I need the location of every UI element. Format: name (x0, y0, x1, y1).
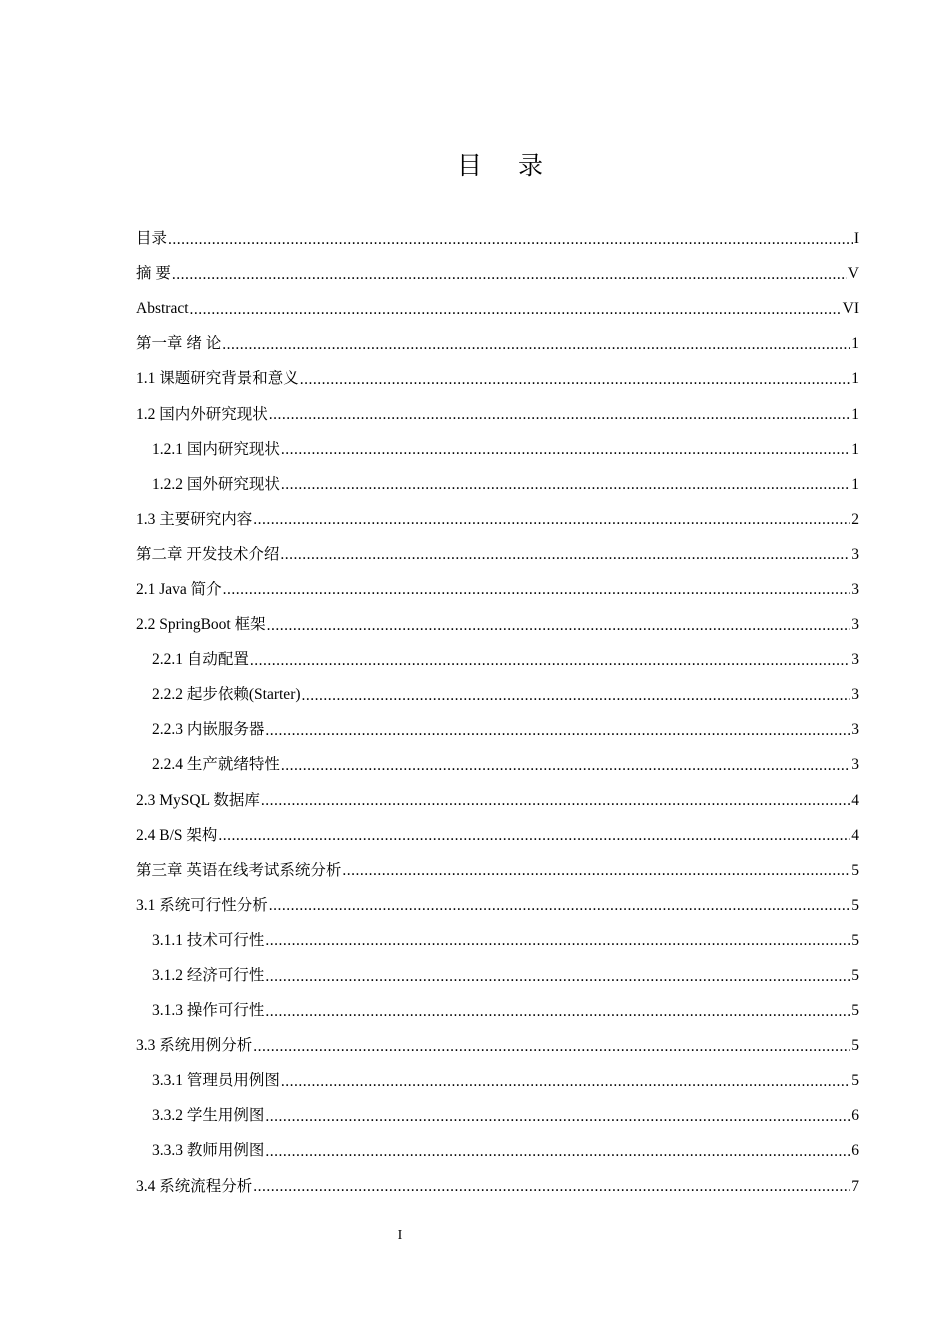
toc-entry-label: 目录 (136, 230, 168, 248)
toc-leader-dots (267, 607, 851, 642)
toc-leader-dots (269, 888, 850, 923)
toc-entry-label: 2.2.2 起步依赖(Starter) (152, 686, 301, 704)
toc-entry-page: I (853, 230, 859, 248)
toc-leader-dots (172, 256, 847, 291)
toc-entry-label: 2.2 SpringBoot 框架 (136, 616, 266, 634)
toc-entry-label: 3.3.2 学生用例图 (152, 1107, 265, 1125)
title-char-1: 目 (456, 151, 482, 180)
toc-entry[interactable] (136, 1098, 859, 1133)
toc-entry[interactable] (136, 642, 859, 677)
toc-entry-label: 3.1.1 技术可行性 (152, 931, 265, 949)
toc-entry[interactable] (136, 221, 859, 256)
toc-leader-dots (261, 783, 850, 818)
toc-entry-label: 3.4 系统流程分析 (136, 1177, 253, 1195)
toc-entry-page: 6 (851, 1107, 859, 1125)
toc-entry-page: 1 (851, 440, 859, 458)
toc-leader-dots (265, 1133, 850, 1168)
title-char-2: 录 (518, 151, 544, 180)
toc-entry-label: 2.2.1 自动配置 (152, 651, 249, 669)
toc-leader-dots (253, 1169, 850, 1204)
toc-entry-page: 5 (851, 1002, 859, 1020)
toc-leader-dots (265, 923, 850, 958)
toc-entry-label: 1.2.2 国外研究现状 (152, 475, 280, 493)
toc-entry-page: 4 (851, 791, 859, 809)
toc-entry-page: 5 (851, 1037, 859, 1055)
toc-entry-page: 5 (851, 896, 859, 914)
toc-entry[interactable] (136, 958, 859, 993)
toc-entry-page: 1 (851, 335, 859, 353)
toc-entry-label: 1.2 国内外研究现状 (136, 405, 268, 423)
toc-entry-page: 6 (851, 1142, 859, 1160)
toc-entry-page: 3 (851, 651, 859, 669)
toc-entry-page: 1 (851, 475, 859, 493)
toc-entry-page: 3 (851, 756, 859, 774)
toc-entry-page: 3 (851, 721, 859, 739)
toc-leader-dots (281, 747, 850, 782)
toc-entry-label: 第二章 开发技术介绍 (136, 545, 280, 563)
toc-leader-dots (265, 712, 850, 747)
toc-leader-dots (281, 1063, 850, 1098)
toc-entry-page: 1 (851, 405, 859, 423)
toc-leader-dots (265, 958, 850, 993)
toc-leader-dots (218, 818, 850, 853)
toc-entry[interactable] (136, 818, 859, 853)
toc-leader-dots (168, 221, 853, 256)
toc-leader-dots (222, 326, 850, 361)
toc-entry[interactable] (136, 502, 859, 537)
toc-entry-label: 3.1.2 经济可行性 (152, 967, 265, 985)
toc-entry[interactable] (136, 607, 859, 642)
footer-page-number: I (397, 1228, 403, 1243)
toc-entry-page: 3 (851, 580, 859, 598)
toc-entry-page: VI (842, 300, 859, 318)
toc-entry[interactable] (136, 1169, 859, 1204)
toc-entry-page: 1 (851, 370, 859, 388)
toc-leader-dots (280, 537, 850, 572)
toc-entry[interactable] (136, 432, 859, 467)
toc-entry-label: 3.1 系统可行性分析 (136, 896, 268, 914)
toc-leader-dots (190, 291, 842, 326)
toc-leader-dots (302, 677, 851, 712)
toc-entry-label: Abstract (136, 300, 189, 318)
toc-entry-page: 5 (851, 931, 859, 949)
toc-leader-dots (265, 1098, 850, 1133)
toc-entry-page: 5 (851, 1072, 859, 1090)
toc-entry-label: 2.2.4 生产就绪特性 (152, 756, 280, 774)
toc-entry-page: 7 (851, 1177, 859, 1195)
toc-entry-page: 3 (851, 686, 859, 704)
toc-leader-dots (250, 642, 850, 677)
toc-entry[interactable] (136, 853, 859, 888)
toc-entry[interactable] (136, 677, 859, 712)
toc-leader-dots (253, 1028, 850, 1063)
toc-entry[interactable] (136, 1063, 859, 1098)
toc-entry[interactable] (136, 572, 859, 607)
toc-entry[interactable] (136, 747, 859, 782)
toc-entry-label: 2.2.3 内嵌服务器 (152, 721, 265, 739)
toc-leader-dots (281, 467, 850, 502)
toc-leader-dots (253, 502, 850, 537)
toc-entry-label: 摘 要 (136, 265, 171, 283)
toc-entry-label: 3.3.3 教师用例图 (152, 1142, 265, 1160)
toc-entry-page: 5 (851, 967, 859, 985)
toc-leader-dots (300, 361, 850, 396)
toc-entry-label: 3.1.3 操作可行性 (152, 1002, 265, 1020)
page-title (0, 146, 950, 182)
toc-entry[interactable] (136, 888, 859, 923)
toc-entry[interactable] (136, 993, 859, 1028)
toc-entry[interactable] (136, 923, 859, 958)
toc-entry-label: 1.2.1 国内研究现状 (152, 440, 280, 458)
toc-entry[interactable] (136, 712, 859, 747)
toc-entry-page: 4 (851, 826, 859, 844)
toc-entry-label: 3.3 系统用例分析 (136, 1037, 253, 1055)
toc-entry-label: 3.3.1 管理员用例图 (152, 1072, 280, 1090)
toc-entry[interactable] (136, 1133, 859, 1168)
toc-entry[interactable] (136, 256, 859, 291)
toc-entry-page: V (847, 265, 859, 283)
toc-entry[interactable] (136, 783, 859, 818)
toc-entry[interactable] (136, 291, 859, 326)
toc-entry-page: 2 (851, 510, 859, 528)
toc-entry[interactable] (136, 537, 859, 572)
toc-entry-label: 2.4 B/S 架构 (136, 826, 218, 844)
table-of-contents (136, 221, 859, 1204)
toc-leader-dots (265, 993, 850, 1028)
toc-leader-dots (281, 432, 850, 467)
toc-leader-dots (269, 397, 850, 432)
toc-entry-page: 3 (851, 616, 859, 634)
toc-entry-page: 3 (851, 545, 859, 563)
toc-entry-page: 5 (851, 861, 859, 879)
toc-entry[interactable] (136, 326, 859, 361)
toc-entry-label: 1.3 主要研究内容 (136, 510, 253, 528)
toc-entry[interactable] (136, 361, 859, 396)
toc-entry-label: 2.3 MySQL 数据库 (136, 791, 260, 809)
toc-entry[interactable] (136, 467, 859, 502)
toc-leader-dots (223, 572, 851, 607)
toc-entry[interactable] (136, 396, 859, 431)
toc-entry-label: 第一章 绪 论 (136, 335, 222, 353)
toc-entry-label: 1.1 课题研究背景和意义 (136, 370, 299, 388)
toc-entry-label: 第三章 英语在线考试系统分析 (136, 861, 342, 879)
toc-leader-dots (342, 853, 850, 888)
toc-entry[interactable] (136, 1028, 859, 1063)
toc-entry-label: 2.1 Java 简介 (136, 580, 222, 598)
